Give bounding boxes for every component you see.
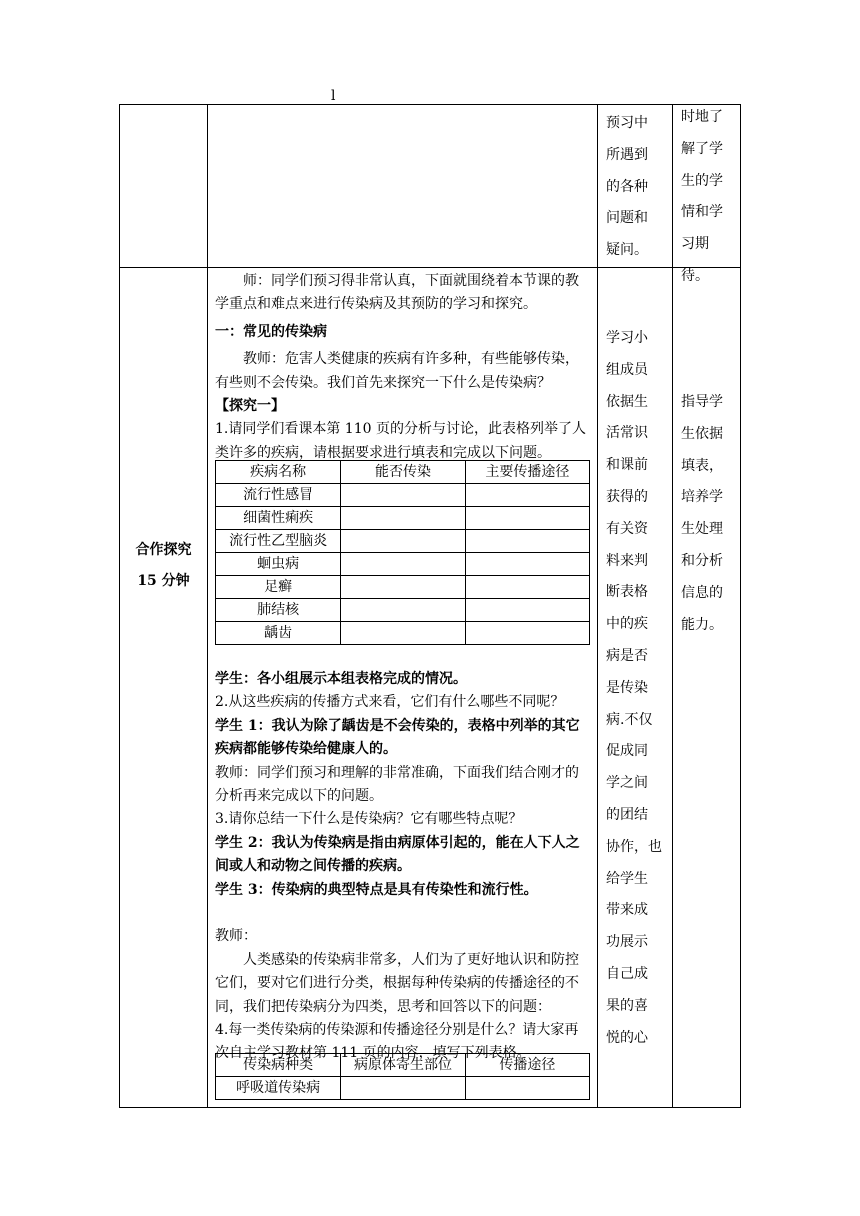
disease-name: 蛔虫病: [216, 553, 341, 576]
disease-name: 流行性乙型脑炎: [216, 530, 341, 553]
fill-cell[interactable]: [465, 599, 589, 622]
question-3: 3.请你总结一下什么是传染病？它有哪些特点呢？: [215, 811, 523, 828]
student-0: 学生：各小组展示本组表格完成的情况。: [215, 671, 467, 687]
section-title: 合作探究: [135, 542, 192, 558]
disease-table-header: 疾病名称: [216, 461, 341, 484]
row1-student-activity: 预习中 所遇到 的各种 问题和 疑问。: [606, 115, 648, 259]
fill-cell[interactable]: [341, 576, 465, 599]
table-row: [216, 576, 590, 599]
student-3: 学生 3：传染病的典型特点是具有传染性和流行性。: [215, 881, 538, 898]
teacher-label: 教师：: [215, 928, 257, 945]
question-4: 4.每一类传染病的传染源和传播途径分别是什么？请大家再次自主学习教材第 111 页的内容，填写下列表格。: [215, 1022, 579, 1062]
row1-design-intent: 时地了 解了学 生的学 情和学 习期 待。: [681, 109, 723, 284]
type-table-header: 病原体寄生部位: [341, 1054, 465, 1077]
disease-type: 呼吸道传染病: [216, 1077, 341, 1100]
table-row: [216, 599, 590, 622]
fill-cell[interactable]: [341, 622, 465, 645]
grid-line-right: [740, 104, 741, 1108]
heading-explore-1: 【探究一】: [215, 398, 285, 415]
grid-line-col3: [672, 104, 673, 1108]
fill-cell[interactable]: [341, 484, 465, 507]
teacher-2: 教师：同学们预习和理解的非常准确，下面我们结合刚才的分析再来完成以下的问题。: [215, 764, 579, 805]
row2-student-activity: 学习小 组成员 依据生 活常识 和课前 获得的 有关资 料来判 断表格 中的疾 病是否 是传染 病.不仅 促成同 学之间 的团结 协作，也 给学生 带来成 功展示 自己成 果的喜 悦的心: [606, 330, 662, 1046]
fill-cell[interactable]: [341, 507, 465, 530]
grid-line-left: [119, 104, 120, 1108]
teaching-process-part2: [215, 668, 592, 1066]
grid-line-top: [119, 104, 741, 105]
grid-line-bottom: [119, 1107, 741, 1108]
disease-table-header: 能否传染: [341, 461, 465, 484]
type-table-header: 传播途径: [465, 1054, 589, 1077]
table-row: [216, 530, 590, 553]
fill-cell[interactable]: [341, 530, 465, 553]
row2-design-intent: 指导学 生依据 填表， 培养学 生处理 和分析 信息的 能力。: [681, 394, 723, 633]
disease-name: 足癣: [216, 576, 341, 599]
teacher-question: 教师：危害人类健康的疾病有许多种，有些能够传染，有些则不会传染。我们首先来探究一下什么是传染病？: [215, 351, 579, 391]
section-time: 15 分钟: [137, 573, 190, 589]
disease-name: 细菌性痢疾: [216, 507, 341, 530]
fill-cell[interactable]: [465, 484, 589, 507]
disease-table-header: 主要传播途径: [465, 461, 589, 484]
question-2: 2.从这些疾病的传播方式来看，它们有什么哪些不同呢？: [215, 694, 565, 711]
grid-line-col2: [597, 104, 598, 1108]
fill-cell[interactable]: [465, 576, 589, 599]
student-2: 学生 2：我认为传染病是指由病原体引起的，能在人下人之间或人和动物之间传播的疾病。: [215, 834, 580, 875]
top-mark: l: [331, 88, 336, 104]
fill-cell[interactable]: [465, 553, 589, 576]
fill-cell[interactable]: [465, 507, 589, 530]
table-row: [216, 553, 590, 576]
disease-type-table: [215, 1053, 590, 1100]
grid-line-row-divider: [119, 267, 741, 268]
disease-table: [215, 460, 590, 645]
teacher-3: 人类感染的传染病非常多，人们为了更好地认识和防控它们，要对它们进行分类，根据每种传染病的传播途径的不同，我们把传染病分为四类，思考和回答以下的问题：: [215, 951, 579, 1015]
disease-name: 肺结核: [216, 599, 341, 622]
fill-cell[interactable]: [465, 530, 589, 553]
student-1: 学生 1：我认为除了龋齿是不会传染的，表格中列举的其它疾病都能够传染给健康人的。: [215, 717, 580, 758]
fill-cell[interactable]: [465, 622, 589, 645]
table-row: [216, 507, 590, 530]
heading-common-diseases: 一：常见的传染病: [215, 323, 327, 340]
fill-cell[interactable]: [341, 599, 465, 622]
teacher-intro: 师：同学们预习得非常认真，下面就围绕着本节课的教学重点和难点来进行传染病及其预防的学习和探究。: [215, 273, 579, 313]
table-row: [216, 1077, 590, 1100]
question-1: 1.请同学们看课本第 110 页的分析与讨论，此表格列举了人类许多的疾病，请根据要求进行填表和完成以下问题。: [215, 421, 586, 461]
disease-name: 龋齿: [216, 622, 341, 645]
table-row: [216, 622, 590, 645]
fill-cell[interactable]: [341, 553, 465, 576]
disease-name: 流行性感冒: [216, 484, 341, 507]
teaching-process-part1: [215, 270, 592, 465]
fill-cell[interactable]: [341, 1077, 465, 1100]
table-row: [216, 484, 590, 507]
type-table-header: 传染病种类: [216, 1054, 341, 1077]
fill-cell[interactable]: [465, 1077, 589, 1100]
grid-line-col1: [207, 104, 208, 1108]
